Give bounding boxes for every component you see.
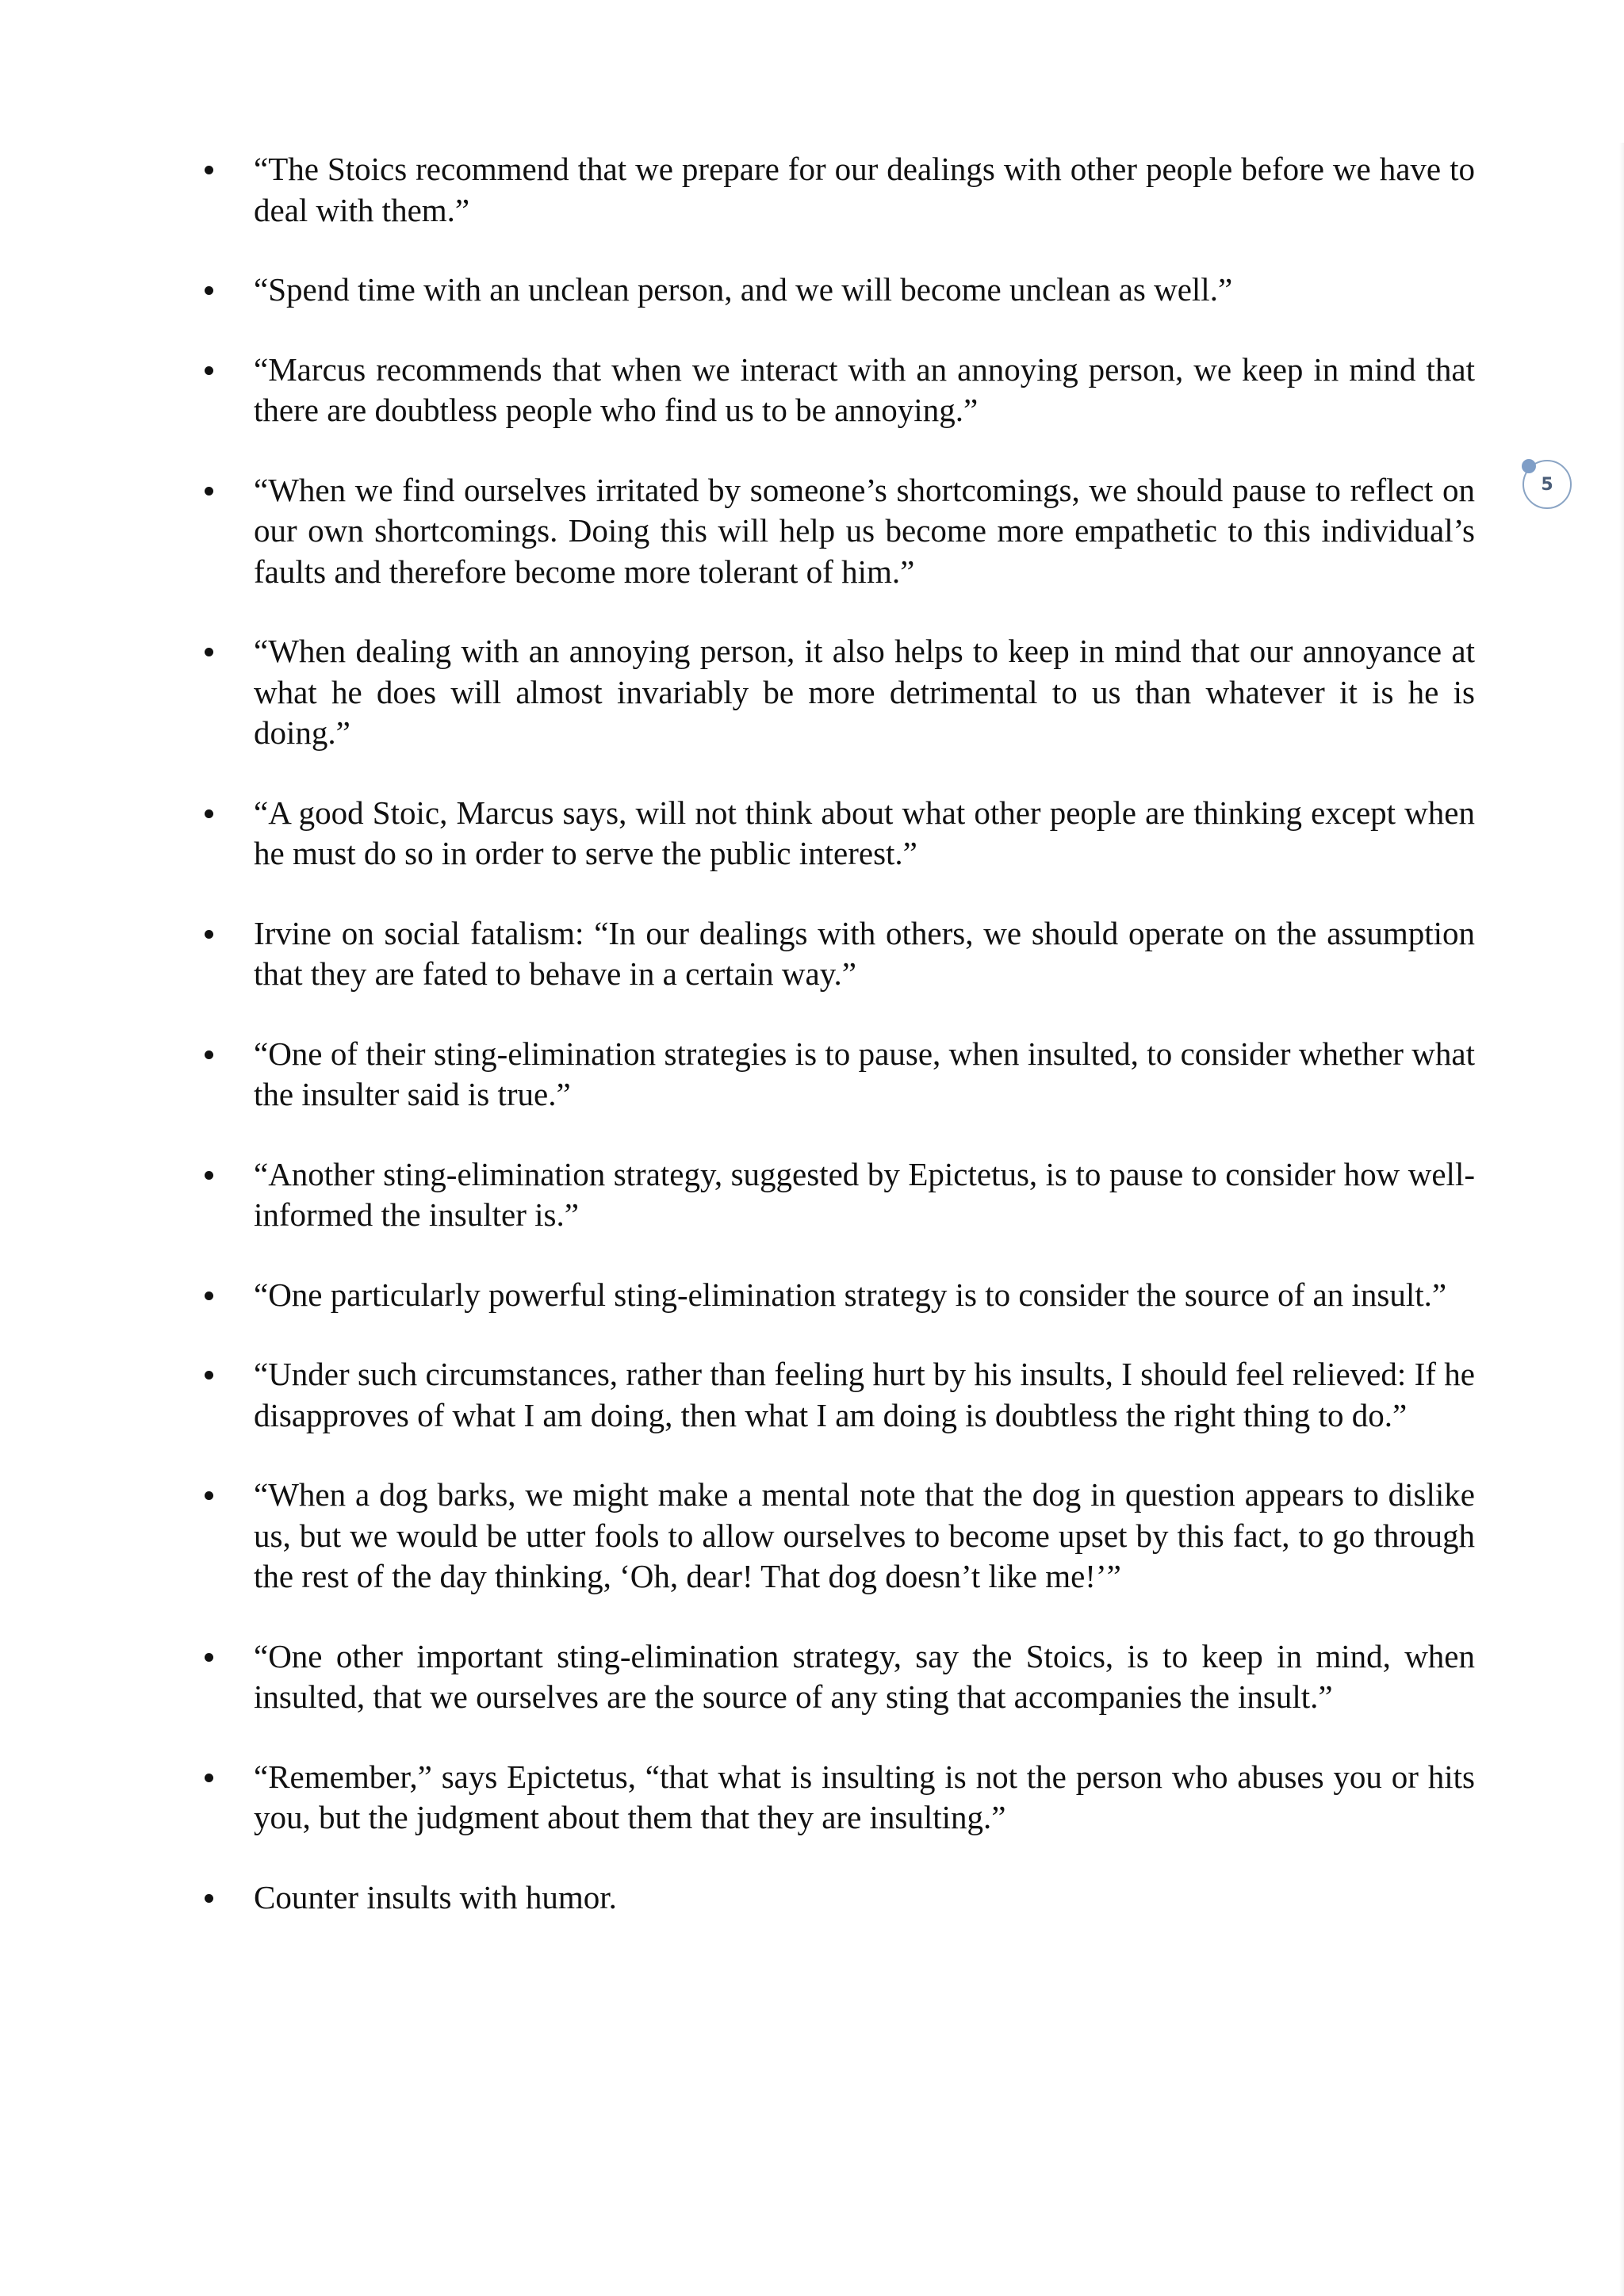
bullet-text: “One particularly powerful sting-elimination strategy is to consider the source of an insult.”: [254, 1276, 1447, 1313]
bullet-text: “The Stoics recommend that we prepare for our dealings with other people before we have to deal with them.”: [254, 151, 1475, 228]
bullet-icon: [205, 366, 213, 375]
bullet-icon: [205, 1653, 213, 1662]
bullet-text: “A good Stoic, Marcus says, will not think about what other people are thinking except when he must do so in order to serve the public interest.”: [254, 794, 1475, 871]
bullet-item: [198, 1154, 1475, 1236]
bullet-text: Irvine on social fatalism: “In our dealings with others, we should operate on the assumption that they are fated to behave in a certain way.”: [254, 914, 1475, 992]
bullet-text: “Remember,” says Epictetus, “that what is insulting is not the person who abuses you or hits you, but the judgment about them that they are insulting.”: [254, 1758, 1475, 1835]
bullet-item: [198, 470, 1475, 593]
bullet-icon: [205, 1292, 213, 1300]
bullet-item: [198, 793, 1475, 874]
bullet-icon: [205, 1171, 213, 1180]
bullet-item: [198, 1034, 1475, 1115]
bullet-text: “One other important sting-elimination strategy, say the Stoics, is to keep in mind, when insulted, that we ourselves are the source of any sting that accompanies the insult.”: [254, 1637, 1475, 1715]
bullet-item: [198, 1636, 1475, 1718]
bullet-item: [198, 631, 1475, 754]
bullet-text: “One of their sting-elimination strategies is to pause, when insulted, to consider whether what the insulter said is true.”: [254, 1035, 1475, 1112]
bullet-text: “When we find ourselves irritated by someone’s shortcomings, we should pause to reflect on our own shortcomings. Doing this will help us become more empathetic to this individual’s faults and therefore become more tolerant of him.”: [254, 471, 1475, 590]
bullet-icon: [205, 1491, 213, 1500]
bullet-icon: [205, 286, 213, 295]
bullet-text: “When dealing with an annoying person, it also helps to keep in mind that our annoyance at what he does will almost invariably be more detrimental to us than whatever it is he is doing.”: [254, 633, 1475, 751]
bullet-text: “Another sting-elimination strategy, suggested by Epictetus, is to pause to consider how well-informed the insulter is.”: [254, 1155, 1475, 1233]
bullet-icon: [205, 648, 213, 656]
bullet-item: [198, 270, 1475, 311]
bullet-icon: [205, 1894, 213, 1903]
page-edge-shadow: [1619, 143, 1624, 2296]
bullet-item: [198, 1757, 1475, 1839]
bullet-icon: [205, 166, 213, 174]
bullet-item: [198, 1877, 1475, 1919]
bullet-icon: [205, 1371, 213, 1380]
bullet-text: “Spend time with an unclean person, and we will become unclean as well.”: [254, 271, 1233, 308]
bullet-icon: [205, 930, 213, 939]
bullet-text: “Marcus recommends that when we interact with an annoying person, we keep in mind that there are doubtless people who find us to be annoying.”: [254, 350, 1475, 428]
bullet-item: [198, 1275, 1475, 1316]
bullet-icon: [205, 1774, 213, 1782]
badge-dot-icon: [1522, 459, 1536, 473]
bullet-list: [198, 149, 1475, 1957]
bullet-item: [198, 913, 1475, 995]
bullet-item: [198, 1475, 1475, 1598]
page-number: 5: [1541, 474, 1553, 495]
bullet-item: [198, 149, 1475, 231]
bullet-icon: [205, 809, 213, 818]
bullet-icon: [205, 487, 213, 496]
bullet-text: “Under such circumstances, rather than feeling hurt by his insults, I should feel relieved: If he disapproves of what I am doing, then what I am doing is doubtless the right thing to do.”: [254, 1356, 1475, 1433]
bullet-item: [198, 350, 1475, 431]
bullet-text: “When a dog barks, we might make a mental note that the dog in question appears to dislike us, but we would be utter fools to allow ourselves to become upset by this fact, to go through the rest of the day thinking, ‘Oh, dear! That dog doesn’t like me!’”: [254, 1476, 1475, 1594]
page-number-badge: [1522, 460, 1572, 509]
bullet-item: [198, 1354, 1475, 1436]
bullet-icon: [205, 1050, 213, 1059]
bullet-text: Counter insults with humor.: [254, 1878, 617, 1915]
